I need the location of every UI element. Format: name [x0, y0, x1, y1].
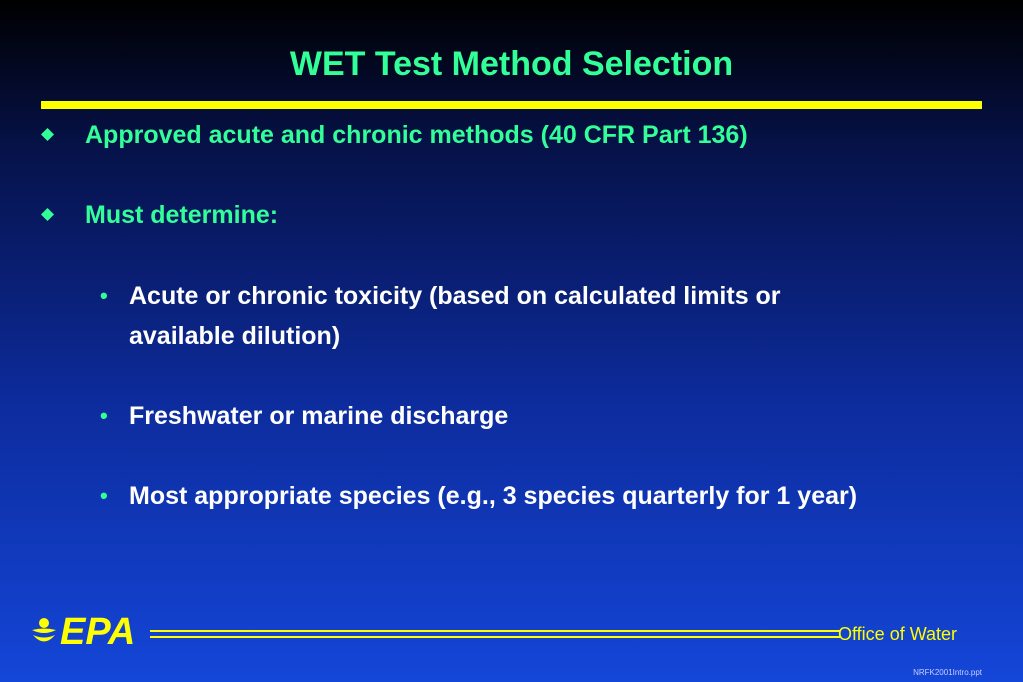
epa-logo-text: EPA — [60, 611, 136, 650]
office-label: Office of Water — [838, 624, 958, 644]
bullet-text: Must determine: — [85, 201, 279, 229]
title-rule — [41, 101, 982, 109]
file-reference: NRFK2001Intro.ppt — [913, 668, 982, 677]
diamond-icon — [41, 208, 54, 221]
diamond-icon — [41, 128, 54, 141]
epa-logo-icon — [30, 610, 155, 650]
dot-icon: • — [100, 283, 108, 308]
footer-rule — [150, 630, 840, 638]
bullet-text: Approved acute and chronic methods (40 CFR Part 136) — [85, 121, 748, 149]
sub-bullet-text: Freshwater or marine discharge — [129, 402, 509, 430]
dot-icon: • — [100, 403, 108, 428]
dot-icon: • — [100, 483, 108, 508]
sub-bullet-text: Acute or chronic toxicity (based on calculated limits or available dilution) — [129, 282, 781, 350]
slide-title: WET Test Method Selection — [289, 45, 734, 83]
sub-bullet-text: Most appropriate species (e.g., 3 species quarterly for 1 year) — [129, 482, 858, 510]
